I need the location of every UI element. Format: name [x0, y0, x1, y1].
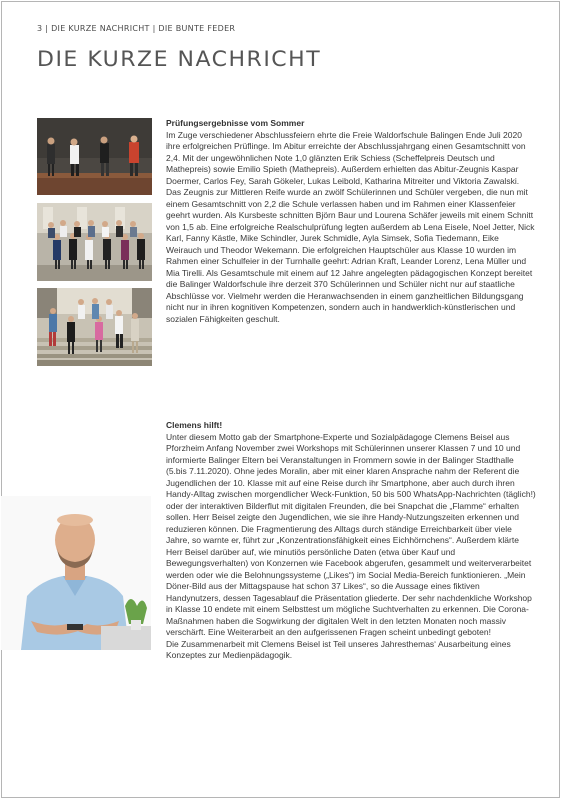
graduates-group-photo	[37, 203, 152, 281]
page-title: DIE KURZE NACHRICHT	[37, 48, 322, 72]
article-clemens-hilft-closing: Die Zusammenarbeit mit Clemens Beisel ist Teil unseres Jahresthemas‘ Ausarbeitung eines Konzeptes zur Medienpädagogik.	[166, 638, 511, 660]
article-exam-results-body: Im Zuge verschiedener Abschlussfeiern ehrte die Freie Waldorfschule Balingen Ende Juli 2020 ihre erfolgreichen Prüflinge. Im Abitur erreichte der Abschlussjahrgang einen Gesamtschnitt von 2,4. Mit der ungewöhnlichen Note 1,0 glänzten Erik Schiess (Scheffelpreis Deutsch und Mathepreis) sowie Emilio Spieth (Mathepreis). Außerdem erhielten das Abitur-Zeugnis Kaspar Doermer, Carlos Fey, Sarah Gökeler, Lukas Leibold, Katharina Mitreiter und Viktoria Zawalski. Das Zeugnis zur Mittleren Reife wurde an zwölf Schülerinnen und Schüler vergeben, die nun mit einem Gesamtschnitt von 2,2 die Schule verlassen haben und im Rahmen einer Klassenfeier geehrt wurden. Als Kursbeste schnitten Björn Baur und Lourena Schäfer jeweils mit einem Schnitt von 1,5 ab. Eine erfolgreiche Realschulprüfung legten außerdem ab Lena Eisele, Noel Jetter, Nick Karl, Fanny Kästle, Mike Schindler, Jurek Schmidle, Ayla Simsek, Sofia Tiedemann, Eike Weirauch und Theodor Wekemann. Die erfolgreichen Hauptschüler aus Klasse 10 wurden im Rahmen einer Schulfeier in der Turnhalle geehrt: Adrian Kraft, Leander Lorenz, Lena Müller und Mia Tirelli. Als Gesamtschule mit einem auf 12 Jahre angelegten pädagogischen Konzept bereitet die Balinger Waldorfschule ihre derzeit 370 Schülerinnen und Schüler nicht nur auf staatliche Abschlüsse vor. Vielmehr werden die Heranwachsenden in einem ganzheitlichen Bildungsgang nicht nur in ihren kognitiven Kompetenzen, sondern auch in handwerklich-künstlerischen und sozialen Fähigkeiten geschult.	[166, 129, 535, 324]
running-header: 3 | DIE KURZE NACHRICHT | DIE BUNTE FEDER	[37, 24, 236, 33]
article-clemens-hilft-heading: Clemens hilft!	[166, 420, 223, 430]
graduates-steps-photo	[37, 288, 152, 366]
graduates-stage-photo	[37, 118, 152, 195]
article-exam-results-heading: Prüfungsergebnisse vom Sommer	[166, 118, 305, 128]
article-clemens-hilft-body: Unter diesem Motto gab der Smartphone-Experte und Sozialpädagoge Clemens Beisel aus Pforzheim Anfang November zwei Workshops mit Schülerinnen unserer Klassen 7 und 10 und informierte Balinger Eltern bei Veranstaltungen in Frommern sowie in der Balinger Stadthalle (5.bis 7.11.2020). Ohne jedes Moralin, aber mit einer klaren Ansprache nahm der Referent die Jugendlichen der 10. Klasse mit auf eine Reise durch ihr Smartphone, aber auch durch ihren Handy-Alltag zwischen morgendlicher Weck-Funktion, 50 bis 500 WhatsApp-Nachrichten (täglich!) oder der interaktiven Bilderflut mit digitalen Freunden, die bei Snapchat die „Flamme“ erhalten sollen. Herr Beisel zeigte den Jugendlichen, wie sie ihre Handy-Nutzungszeiten erkennen und reduzieren können. Die Fragmentierung des Alltags durch ständige Erreichbarkeit über viele Jahre, so warnte er, führt zur „Konzentrationsfähigkeit eines Eichhörnchens“. Außerdem klärte Herr Beisel darüber auf, wie minutiös persönliche Daten (etwa über Kauf und Bewegungsverhalten) von Konzernen wie Facebook abgerufen, gesammelt und weiterverarbeitet werden oder wie die Belohnungssysteme („Likes“) im Social Media-Bereich funktionieren. „Mein Döner-Bild aus der Mittagspause hat schon 37 Likes“, so die Aussage eines fiktiven Handynutzers, dessen Tagesablauf die Präsentation gliederte. Der sehr nachdenkliche Workshop in Klasse 10 endete mit einem Selbsttest um mögliche Suchtverhalten zu erkennen. Die Corona-Maßnahmen haben die Sogwirkung der digitalen Welt in den letzten Monaten noch massiv verschärft. Eine Weiterarbeit an den aufgerissenen Fragen scheint unbedingt geboten!	[166, 431, 536, 637]
clemens-beisel-photo	[1, 496, 151, 650]
article-exam-results	[166, 118, 536, 325]
article-clemens-hilft	[166, 420, 536, 662]
